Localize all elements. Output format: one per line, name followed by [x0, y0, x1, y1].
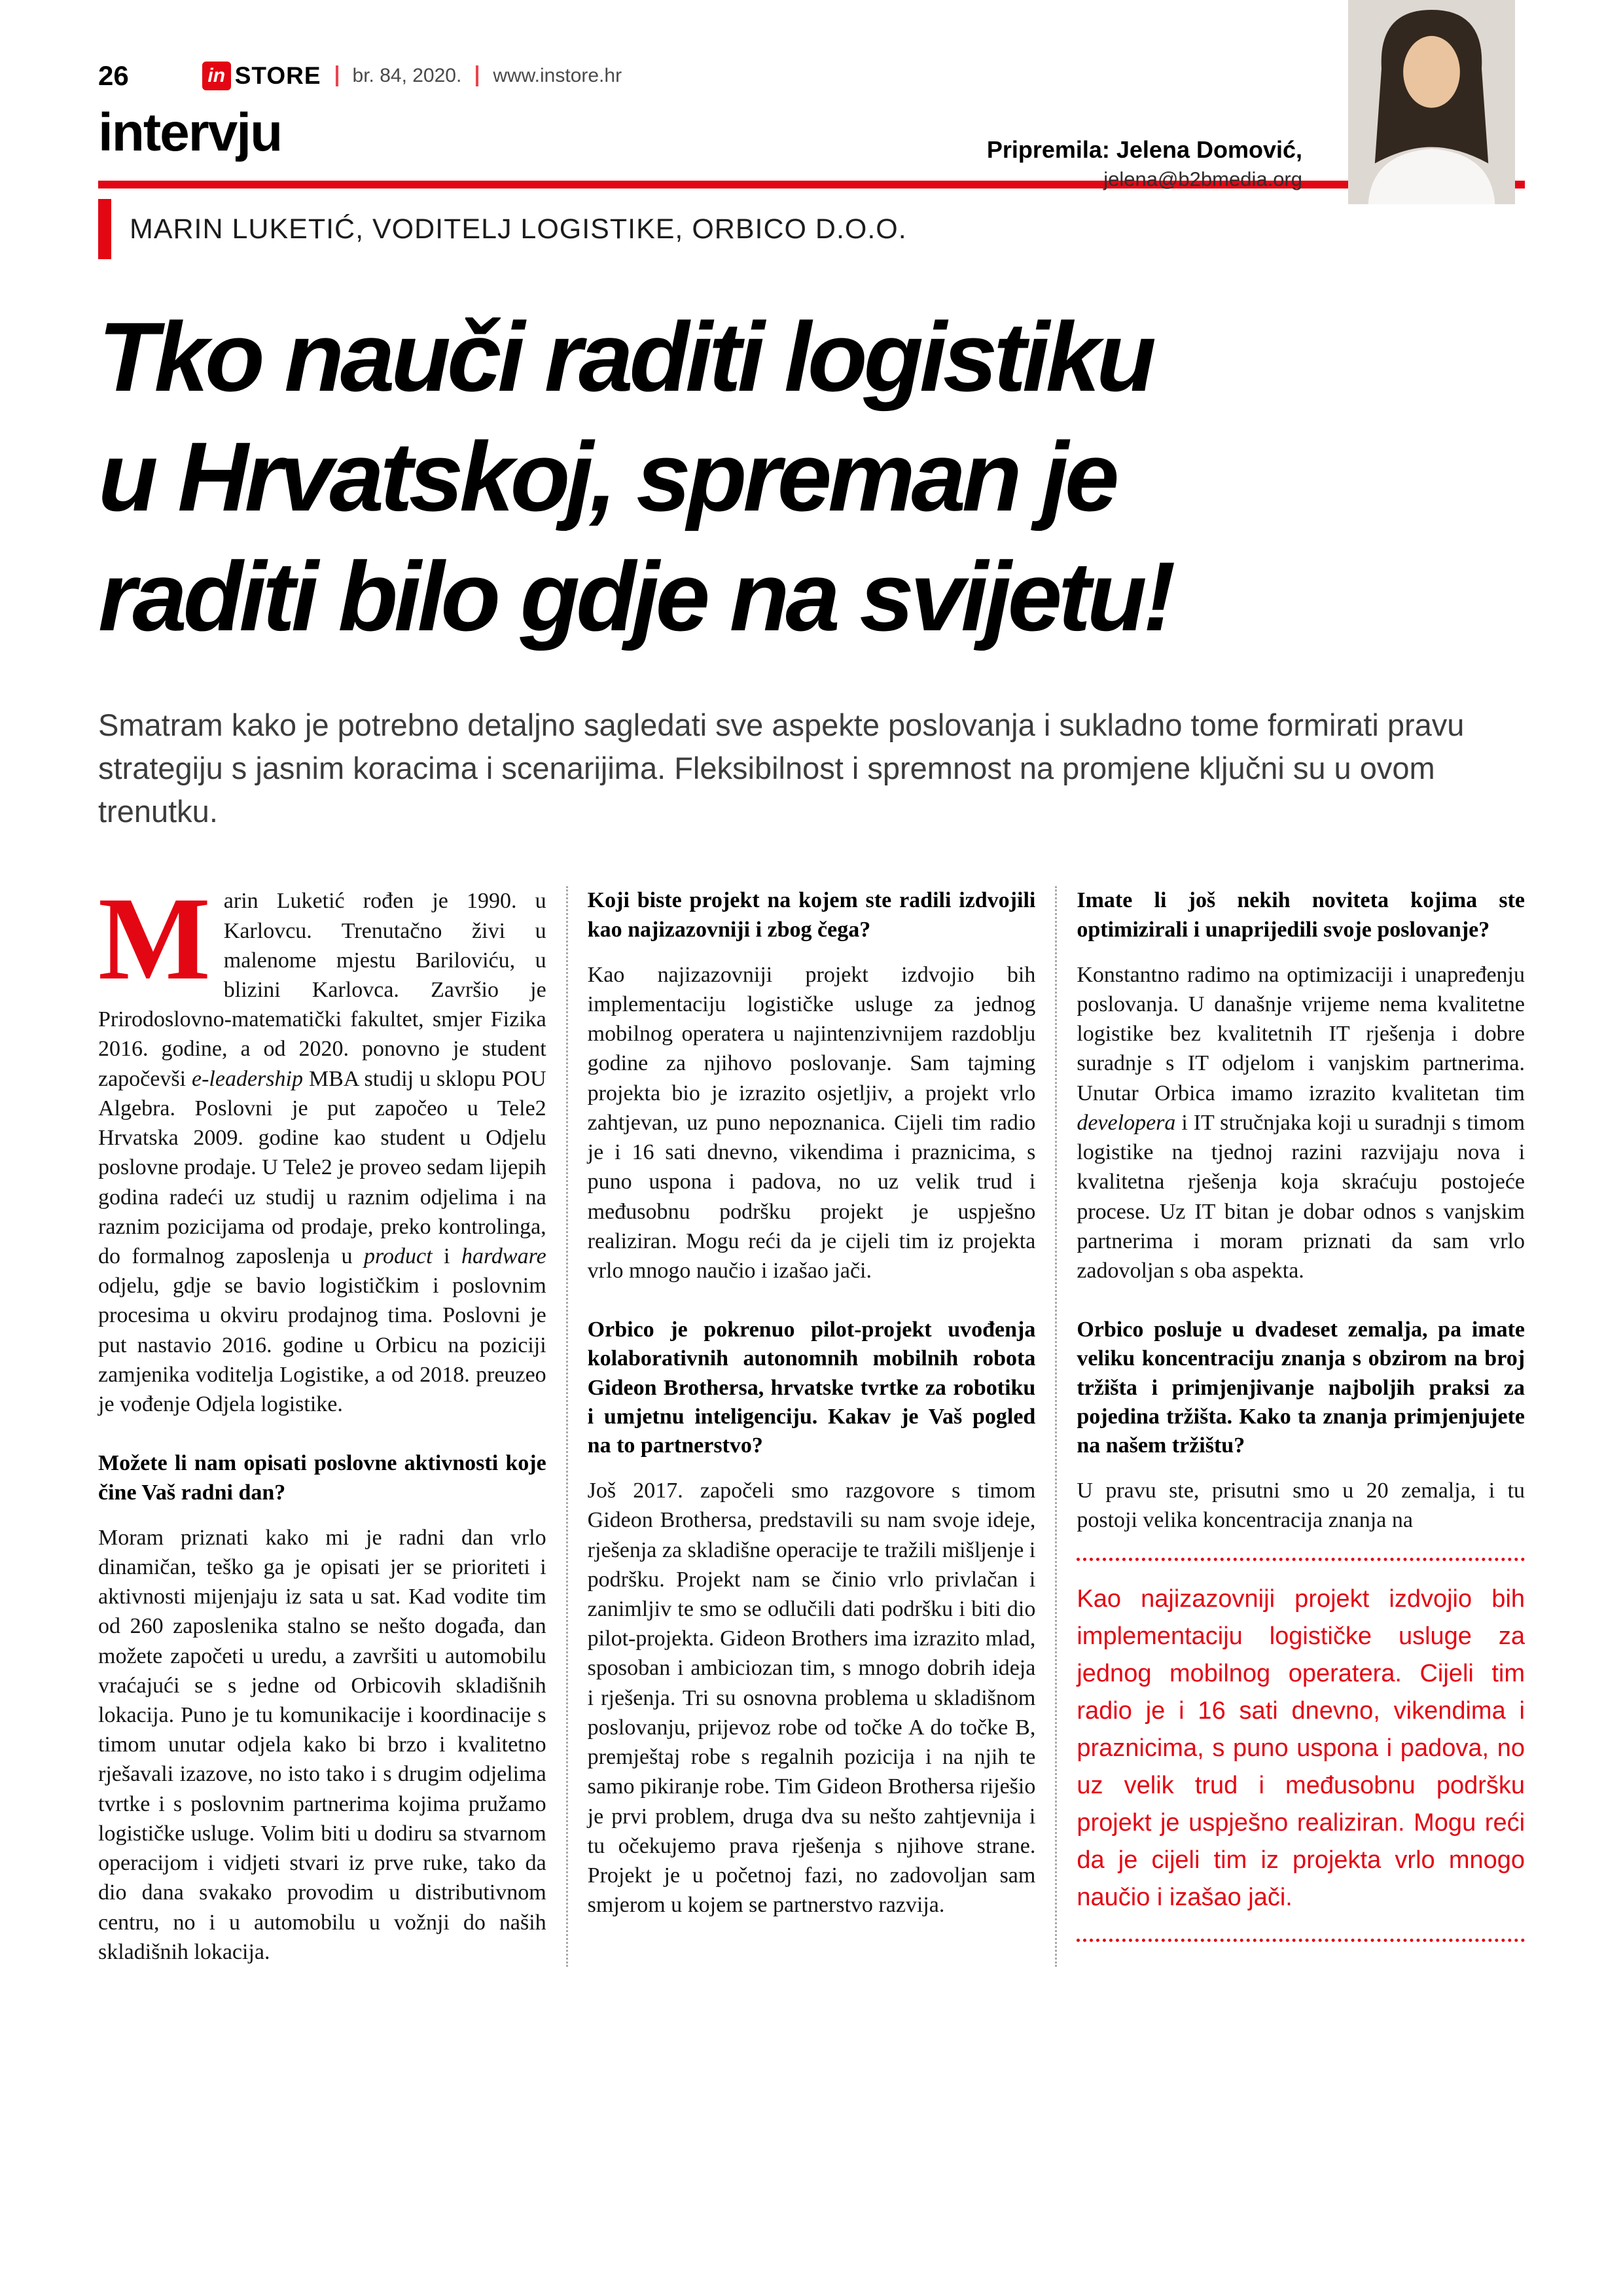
- byline-author: Pripremila: Jelena Domović,: [986, 136, 1302, 163]
- intro-paragraph: [98, 873, 546, 1419]
- column-2: [566, 886, 1056, 1967]
- drop-cap: M: [98, 873, 211, 1005]
- header-divider: [476, 65, 478, 86]
- issue-number: br. 84, 2020.: [352, 65, 462, 86]
- kicker: MARIN LUKETIĆ, VODITELJ LOGISTIKE, ORBICO D.O.O.: [130, 213, 907, 245]
- logo-text: STORE: [234, 62, 321, 89]
- headline-line-2: u Hrvatskoj, spreman je: [98, 422, 1116, 531]
- pull-quote: Kao najizazovniji projekt izdvojio bih implementaciju logističke usluge za jednog mobilnog operatera. Cijeli tim radio je i 16 sati dnevno, vikendima i praznicima, s puno uspona i padova, no uz velik trud i međusobnu podršku projekt je uspješno realiziran. Mogu reći da je cijeli tim iz projekta vrlo mnogo naučio i izašao jači.: [1077, 1558, 1525, 1942]
- logo-icon: in: [202, 62, 231, 90]
- magazine-logo: [202, 62, 321, 90]
- answer-paragraph: Moram priznati kako mi je radni dan vrlo dinamičan, teško ga je opisati jer se prioriteti i aktivnosti mijenjaju iz sata u sat. Kad vodite tim od 260 zaposlenika stalno se nešto događa, dan možete započeti u uredu, a završiti u automobilu vraćajući se s jedne od Orbicovih skladišnih lokacija. Puno je tu komunikacije i koordinacije s timom unutar odjela kako bi brzo i kvalitetno rješavali izazove, no isto tako i s drugim odjelima tvrtke i s poslovnim partnerima kojima pružamo logističke usluge. Volim biti u dodiru sa stvarnom operacijom i vidjeti stvari iz prve ruke, tako da dio dana svakako provodim u distributivnom centru, no i u automobilu u vožnji do naših skladišnih lokacija.: [98, 1525, 546, 1964]
- header-divider: [336, 65, 338, 86]
- answer-paragraph: Još 2017. započeli smo razgovore s timom Gideon Brothersa, predstavili su nam svoje ideje, rješenja za skladišne operacije te tražili mišljenje i podršku. Projekt nam se činio vrlo privlačan i zanimljiv te smo se odlučili dati podršku i biti dio pilot-projekta. Gideon Brothers ima izrazito mlad, sposoban i ambiciozan tim, s mnogo dobrih ideja i rješenja. Tri su osnovna problema u skladišnom poslovanju, prijevoz robe od točke A do točke B, premještaj robe s regalnih pozicija i na njih te samo pikiranje robe. Tim Gideon Brothersa riješio je prvi problem, druga dva su nešto zahtjevnija i tu očekujemo prava rješenja s njihove strane. Projekt je u početnoj fazi, no zadovoljan sam smjerom u kojem se partnerstvo razvija.: [587, 1479, 1036, 1918]
- column-1: [98, 873, 566, 1967]
- question: Orbico je pokrenuo pilot-projekt uvođenja kolaborativnih autonomnih mobilnih robota Gideon Brothersa, hrvatske tvrtke za robotiku i umjetnu inteligenciju. Kakav je Vaš pogled na to partnerstvo?: [587, 1318, 1036, 1458]
- author-photo-placeholder: [1348, 0, 1515, 204]
- red-rule: [98, 181, 1525, 188]
- kicker-red-bar: [98, 199, 111, 259]
- byline-email: jelena@b2bmedia.org: [1103, 168, 1302, 190]
- column-3: [1055, 886, 1525, 1967]
- website-url: www.instore.hr: [493, 65, 622, 86]
- headline-line-3: raditi bilo gdje na svijetu!: [98, 541, 1172, 651]
- question: Orbico posluje u dvadeset zemalja, pa imate veliku koncentraciju znanja s obzirom na broj tržišta i primjenjivanje najboljih praksi za pojedina tržišta. Kako ta znanja primjenjujete na našem tržištu?: [1077, 1318, 1525, 1458]
- question: Koji biste projekt na kojem ste radili izdvojili kao najizazovniji i zbog čega?: [587, 888, 1036, 942]
- answer-paragraph: U pravu ste, prisutni smo u 20 zemalja, i tu postoji velika koncentracija znanja na: [1077, 1479, 1525, 1533]
- page-header: [98, 0, 1525, 92]
- lead-paragraph: Smatram kako je potrebno detaljno sagledati sve aspekte poslovanja i sukladno tome formirati pravu strategiju s jasnim koracima i scenarijima. Fleksibilnost i spremnost na promjene ključni su u ovom trenutku.: [98, 708, 1465, 829]
- question: Imate li još nekih noviteta kojima ste optimizirali i unaprijedili svoje poslovanje?: [1077, 888, 1525, 942]
- intro-text: arin Luketić rođen je 1990. u Karlovcu. Trenutačno živi u malenome mjestu Bariloviću, u blizini Karlovca. Završio je Prirodoslovno-matematički fakultet, smjer Fizika 2016. godine, a od 2020. ponovno je student započevši e-leadership MBA studij u sklopu POU Algebra. Poslovni je put započeo u Tele2 Hrvatska 2009. godine kao student u Odjelu poslovne prodaje. U Tele2 je proveo sedam lijepih godina radeći uz studij u raznim odjelima i na raznim pozicijama od prodaje, preko kontrolinga, do formalnog zaposlenja u product i hardware odjelu, gdje se bavio logističkim i poslovnim procesima u okviru prodajnog tima. Poslovni je put nastavio 2016. godine u Orbicu na poziciji zamjenika voditelja Logistike, a od 2018. preuzeo je vođenje Odjela logistike.: [98, 889, 546, 1417]
- author-photo: [1348, 0, 1515, 204]
- answer-paragraph: Konstantno radimo na optimizaciji i unapređenju poslovanja. U današnje vrijeme nema kvalitetne logistike bez kvalitetnih IT rješenja i dobre suradnje s IT odjelom i vanjskim partnerima. Unutar Orbica imamo izrazito kvalitetan tim developera i IT stručnjaka koji u suradnji s timom logistike na tjednoj razini razvijaju nova i kvalitetna rješenja koja skraćuju postojeće procese. Uz IT bitan je dobar odnos s vanjskim partnerima i moram priznati da sam vrlo zadovoljan s oba aspekta.: [1077, 962, 1525, 1283]
- section-title: intervju: [98, 103, 282, 162]
- byline: [987, 136, 1302, 191]
- headline: [98, 297, 1525, 656]
- headline-line-1: Tko nauči raditi logistiku: [98, 302, 1152, 412]
- kicker-row: [98, 199, 1525, 259]
- page-number: 26: [98, 60, 129, 91]
- question: Možete li nam opisati poslovne aktivnosti koje čine Vaš radni dan?: [98, 1451, 546, 1505]
- article-columns: [98, 873, 1525, 1967]
- answer-paragraph: Kao najizazovniji projekt izdvojio bih implementaciju logističke usluge za jednog mobilnog operatera u najintenzivnijem razdoblju godine za njihovo poslovanje. Sam tajming projekta bio je izrazito osjetljiv, a projekt vrlo zahtjevan, uz puno nepoznanica. Cijeli tim radio je i 16 sati dnevno, vikendima i praznicima, s puno uspona i padova, no uz velik trud i međusobnu podršku projekt je uspješno realiziran. Mogu reći da je cijeli tim iz projekta vrlo mnogo naučio i izašao jači.: [587, 962, 1036, 1283]
